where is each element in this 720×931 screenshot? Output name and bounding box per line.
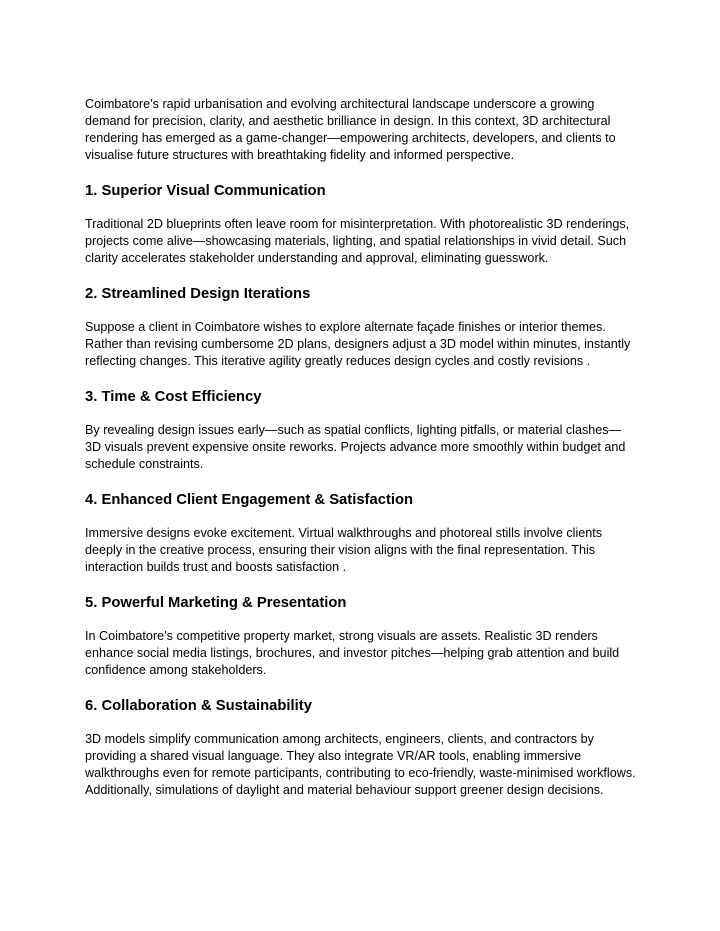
section-heading: 6. Collaboration & Sustainability <box>85 698 312 714</box>
section-body: In Coimbatore’s competitive property market, strong visuals are assets. Realistic 3D renders enhance social media listings, brochures, and investor pitches—helping grab attention and build confidence among stakeholders. <box>85 629 620 677</box>
section-heading: 1. Superior Visual Communication <box>85 183 326 199</box>
section-body: 3D models simplify communication among architects, engineers, clients, and contractors by providing a shared visual language. They also integrate VR/AR tools, enabling immersive walkthroughs even for remote participants, contributing to eco-friendly, waste-minimised workflows. Additionally, simulations of daylight and material behaviour support greener design decisions. <box>85 732 636 797</box>
section-body: Traditional 2D blueprints often leave room for misinterpretation. With photorealistic 3D renderings, projects come alive—showcasing materials, lighting, and spatial relationships in vivid detail. Such clarity accelerates stakeholder understanding and approval, eliminating guesswork. <box>85 217 630 265</box>
document-page <box>85 96 637 799</box>
section-heading: 5. Powerful Marketing & Presentation <box>85 595 347 611</box>
section-heading: 2. Streamlined Design Iterations <box>85 286 311 302</box>
intro-paragraph: Coimbatore’s rapid urbanisation and evolving architectural landscape underscore a growing demand for precision, clarity, and aesthetic brilliance in design. In this context, 3D architectural rendering has emerged as a game-changer—empowering architects, developers, and clients to visualise future structures with breathtaking fidelity and informed perspective. <box>85 97 616 162</box>
section-body: By revealing design issues early—such as spatial conflicts, lighting pitfalls, or material clashes—3D visuals prevent expensive onsite reworks. Projects advance more smoothly within budget and schedule constraints. <box>85 423 626 471</box>
section-body: Suppose a client in Coimbatore wishes to explore alternate façade finishes or interior themes. Rather than revising cumbersome 2D plans, designers adjust a 3D model within minutes, instantly reflecting changes. This iterative agility greatly reduces design cycles and costly revisions . <box>85 320 631 368</box>
section-heading: 3. Time & Cost Efficiency <box>85 389 262 405</box>
section-heading: 4. Enhanced Client Engagement & Satisfaction <box>85 492 414 508</box>
section-body: Immersive designs evoke excitement. Virtual walkthroughs and photoreal stills involve clients deeply in the creative process, ensuring their vision aligns with the final representation. This interaction builds trust and boosts satisfaction . <box>85 526 603 574</box>
